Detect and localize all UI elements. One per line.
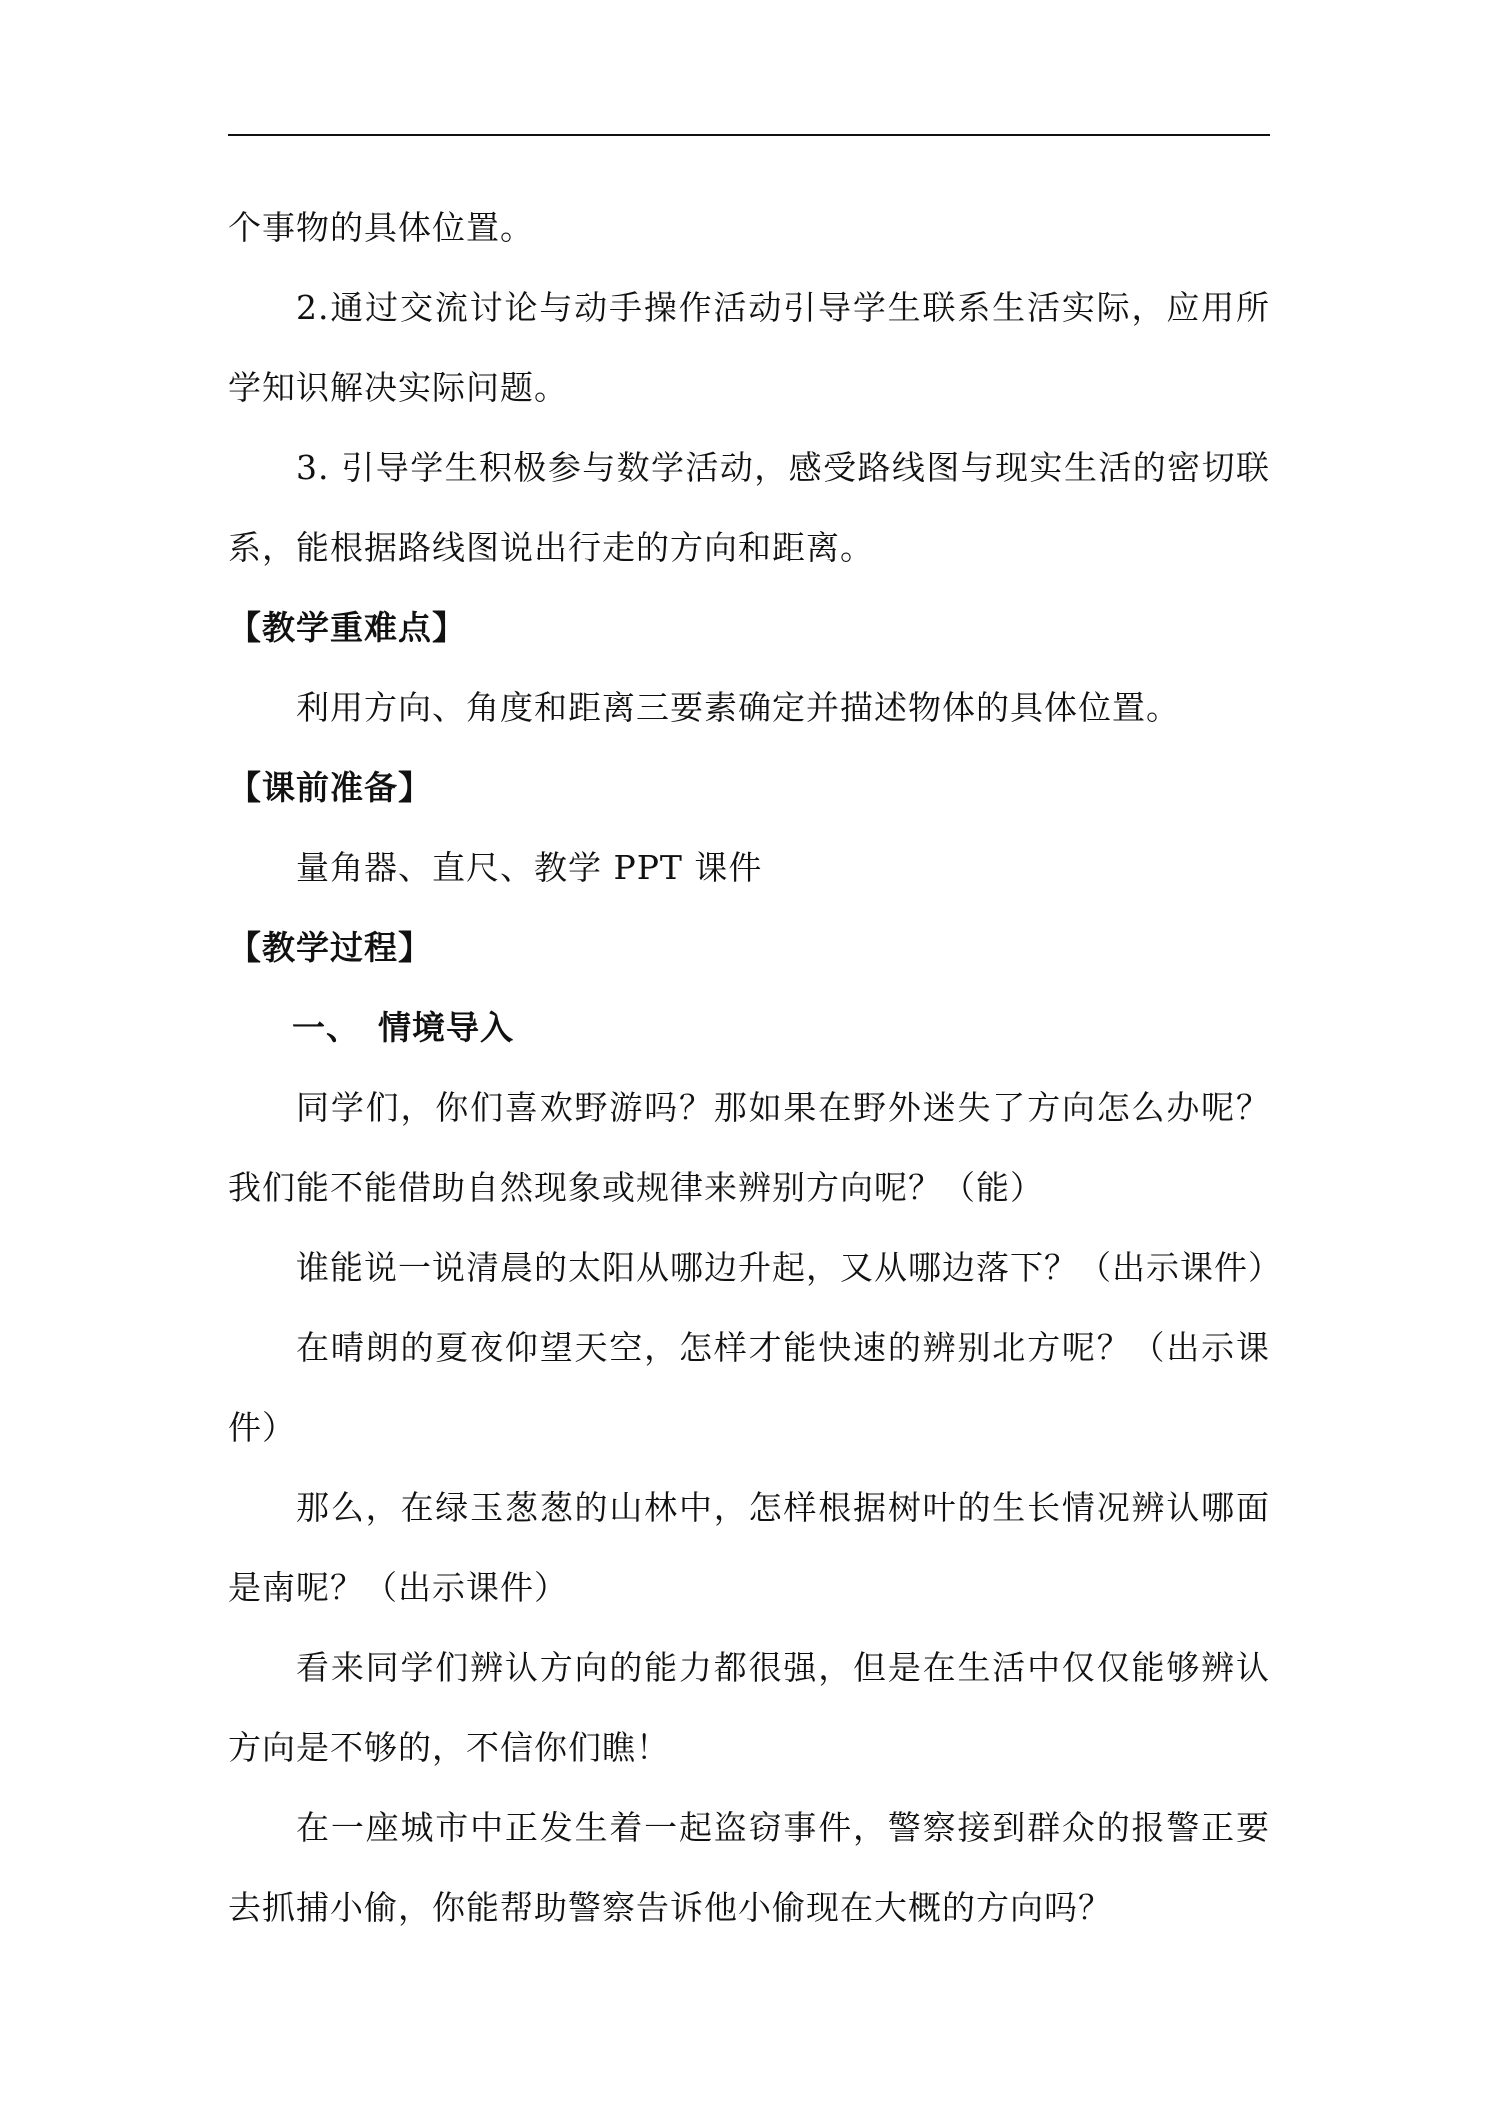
paragraph-intro-6: 在一座城市中正发生着一起盗窃事件，警察接到群众的报警正要去抓捕小偷，你能帮助警察告诉他小偷现在大概的方向吗？ xyxy=(228,1808,1270,1927)
heading-process: 【教学过程】 xyxy=(228,928,432,967)
paragraph-intro-5: 看来同学们辨认方向的能力都很强，但是在生活中仅仅能够辨认方向是不够的，不信你们瞧！ xyxy=(228,1648,1270,1767)
paragraph-intro-1: 同学们，你们喜欢野游吗？那如果在野外迷失了方向怎么办呢？我们能不能借助自然现象或规律来辨别方向呢？（能） xyxy=(228,1088,1270,1207)
header-rule xyxy=(228,134,1270,136)
paragraph-key-points: 利用方向、角度和距离三要素确定并描述物体的具体位置。 xyxy=(296,688,1180,727)
document-body xyxy=(228,188,1282,1948)
section-number: 一、 xyxy=(292,1008,360,1047)
paragraph-goal-3: 3. 引导学生积极参与数学活动，感受路线图与现实生活的密切联系，能根据路线图说出行走的方向和距离。 xyxy=(228,448,1270,567)
paragraph-continued: 个事物的具体位置。 xyxy=(228,208,534,247)
heading-preparation: 【课前准备】 xyxy=(228,768,432,807)
paragraph-intro-4: 那么，在绿玉葱葱的山林中，怎样根据树叶的生长情况辨认哪面是南呢？（出示课件） xyxy=(228,1488,1270,1607)
section-title: 情境导入 xyxy=(378,1008,514,1047)
paragraph-intro-3: 在晴朗的夏夜仰望天空，怎样才能快速的辨别北方呢？（出示课件） xyxy=(228,1328,1270,1447)
paragraph-intro-2: 谁能说一说清晨的太阳从哪边升起，又从哪边落下？（出示课件） xyxy=(296,1248,1282,1287)
heading-key-points: 【教学重难点】 xyxy=(228,608,466,647)
section-heading-intro xyxy=(228,988,1270,1068)
paragraph-goal-2: 2.通过交流讨论与动手操作活动引导学生联系生活实际，应用所学知识解决实际问题。 xyxy=(228,288,1270,407)
paragraph-preparation: 量角器、直尺、教学 PPT 课件 xyxy=(296,848,763,887)
